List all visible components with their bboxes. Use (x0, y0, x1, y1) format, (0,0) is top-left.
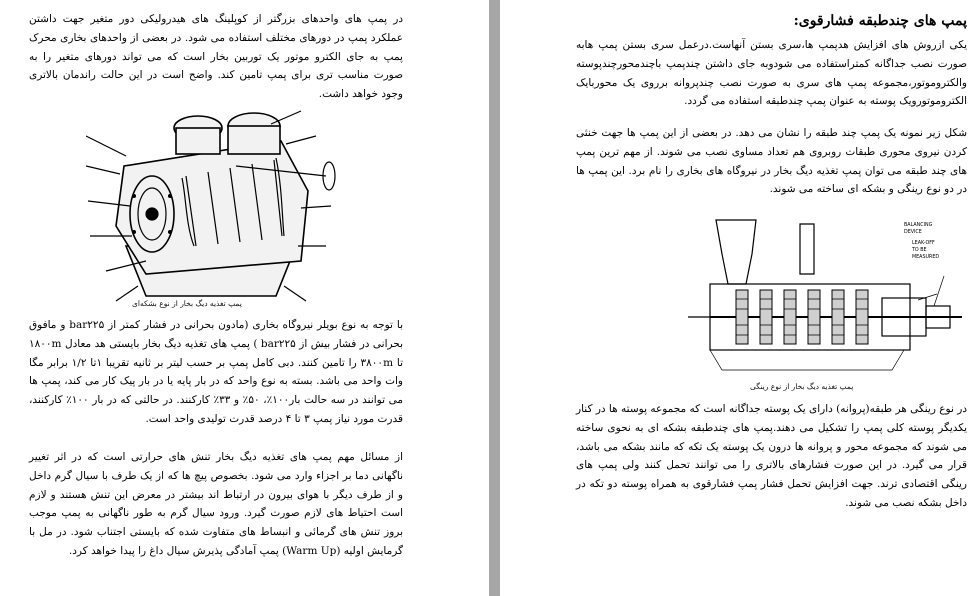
left-page (0, 0, 489, 596)
figure-label-5: MEASURED (912, 255, 940, 260)
right-figure-caption: پمپ تغذیه دیگ بخار از نوع رینگی (750, 382, 854, 391)
left-paragraph-1: در پمپ های واحدهای بزرگتر از کوپلینگ های هیدرولیکی دور متغیر جهت داشتن عملکرد پمپ در دورهای مختلف استفاده می شود. در بعضی از واحدهای بخاری محرک پمپ به جای الکترو موتور یک توربین بخار است که می تواند دورهای متغیر را به صورت مناسب تری برای پمپ تامین کند. واضح است در این حالت راندمان بالاتری وجود خواهد داشت. (29, 13, 403, 101)
right-page (500, 0, 979, 596)
right-paragraph-1: یکی ازروش های افزایش هدپمپ ها،سری بستن آنهاست.درعمل سری بستن پمپ هابه صورت نصب جداگانه کمتراستفاده می شودوبه جای داشتن چندپمپ باچندمحورچندپوسته والکتروموتور،مجموعه پمپ های سری به صورت نصب چندپروانه برروی یک محوربایک الکتروموتورویک پوسته به عنوان پمپ چندطبقه استفاده می گردد. (576, 39, 967, 108)
figure-label-3: LEAK-OFF (912, 241, 935, 246)
right-paragraph-2: شکل زیر نمونه یک پمپ چند طبقه را نشان می دهد. در بعضی از این پمپ ها جهت خنثی کردن نیروی محوری طبقات روبروی هم تعداد مساوی نصب می شوند. از مهم ترین پمپ های چند طبقه می توان پمپ تغذیه دیگ بخار در نیروگاه های بخاری را نام برد. این پمپ ها در دو نوع رینگی و بشکه ای ساخته می شوند. (576, 127, 968, 196)
figure-label-1: BALANCING (904, 223, 933, 228)
figure-label-2: DEVICE (904, 230, 922, 235)
left-figure-caption: پمپ تغذیه دیگ بخار از نوع بشکه‌ای (132, 299, 242, 308)
left-paragraph-2: با توجه به نوع بویلر نیروگاه بخاری (مادون بحرانی در فشار کمتر از bar۲۲۵ و مافوق بحرانی در فشار بیش از bar۲۲۵ ) پمپ های تغذیه دیگ بخار بایستی هد معادل ۱۸۰۰m تا ۳۸۰۰m را تامین کنند. دبی کامل پمپ بر حسب لیتر بر ثانیه تقریبا ۱تا ۱/۲ برابر مگا وات واحد می باشد. بسته به نوع واحد که در بار پایه یا در بار پیک کار می کند، پمپ ها می توانند در سه حالت بار۱۰۰٪، ۵۰٪ و ۳۳٪ کارکنند. در حالتی که در بار ۱۰۰٪ کارکنند، قدرت مورد نیاز پمپ ۳ تا ۴ درصد قدرت تولیدی واحد است. (29, 319, 403, 425)
right-paragraph-3: در نوع رینگی هر طبقه(پروانه) دارای یک پوسته جداگانه است که مجموعه پوسته ها در کنار یکدیگر پوسته کلی پمپ را تشکیل می دهند.پمپ های چندطبقه بشکه ای به نحوی ساخته می شوند که مجموعه محور و پروانه ها درون یک پوسته یک تکه که مانند بشکه می باشد، قرار می گیرد. در این صورت فشارهای بالاتری را می توانند تحمل کنند ولی پمپ های رینگی اقتصادی ترند. جهت افزایش تحمل فشار پمپ فشارقوی به همراه پوسته دو تکه در داخل بشکه نصب می شوند. (576, 403, 967, 509)
barrel-pump-illustration (86, 96, 356, 306)
left-paragraph-3: از مسائل مهم پمپ های تغذیه دیگ بخار تنش های حرارتی است که در اثر تغییر ناگهانی دما بر اجزاء وارد می شود. بخصوص پیچ ها که از یک طرف با سیال گرم داخل و از طرف دیگر با هوای بیرون در ارتباط اند بیشتر در معرض این تنش هستند و لازم است احتیاط های لازم صورت گیرد. ورود سیال گرم به طور ناگهانی به پمپ موجب بروز تنش های گرمائی و انبساط های متفاوت شده که بایستی اجتناب شود. در مل با گرمایش اولیه (Warm Up) پمپ آمادگی پذیرش سیال داغ را پیدا خواهد کرد. (29, 451, 403, 557)
section-title: پمپ های چندطبقه فشارقوی: (793, 13, 967, 29)
figure-label-4: TO BE (912, 248, 927, 253)
ring-section-pump-drawing (682, 214, 972, 384)
